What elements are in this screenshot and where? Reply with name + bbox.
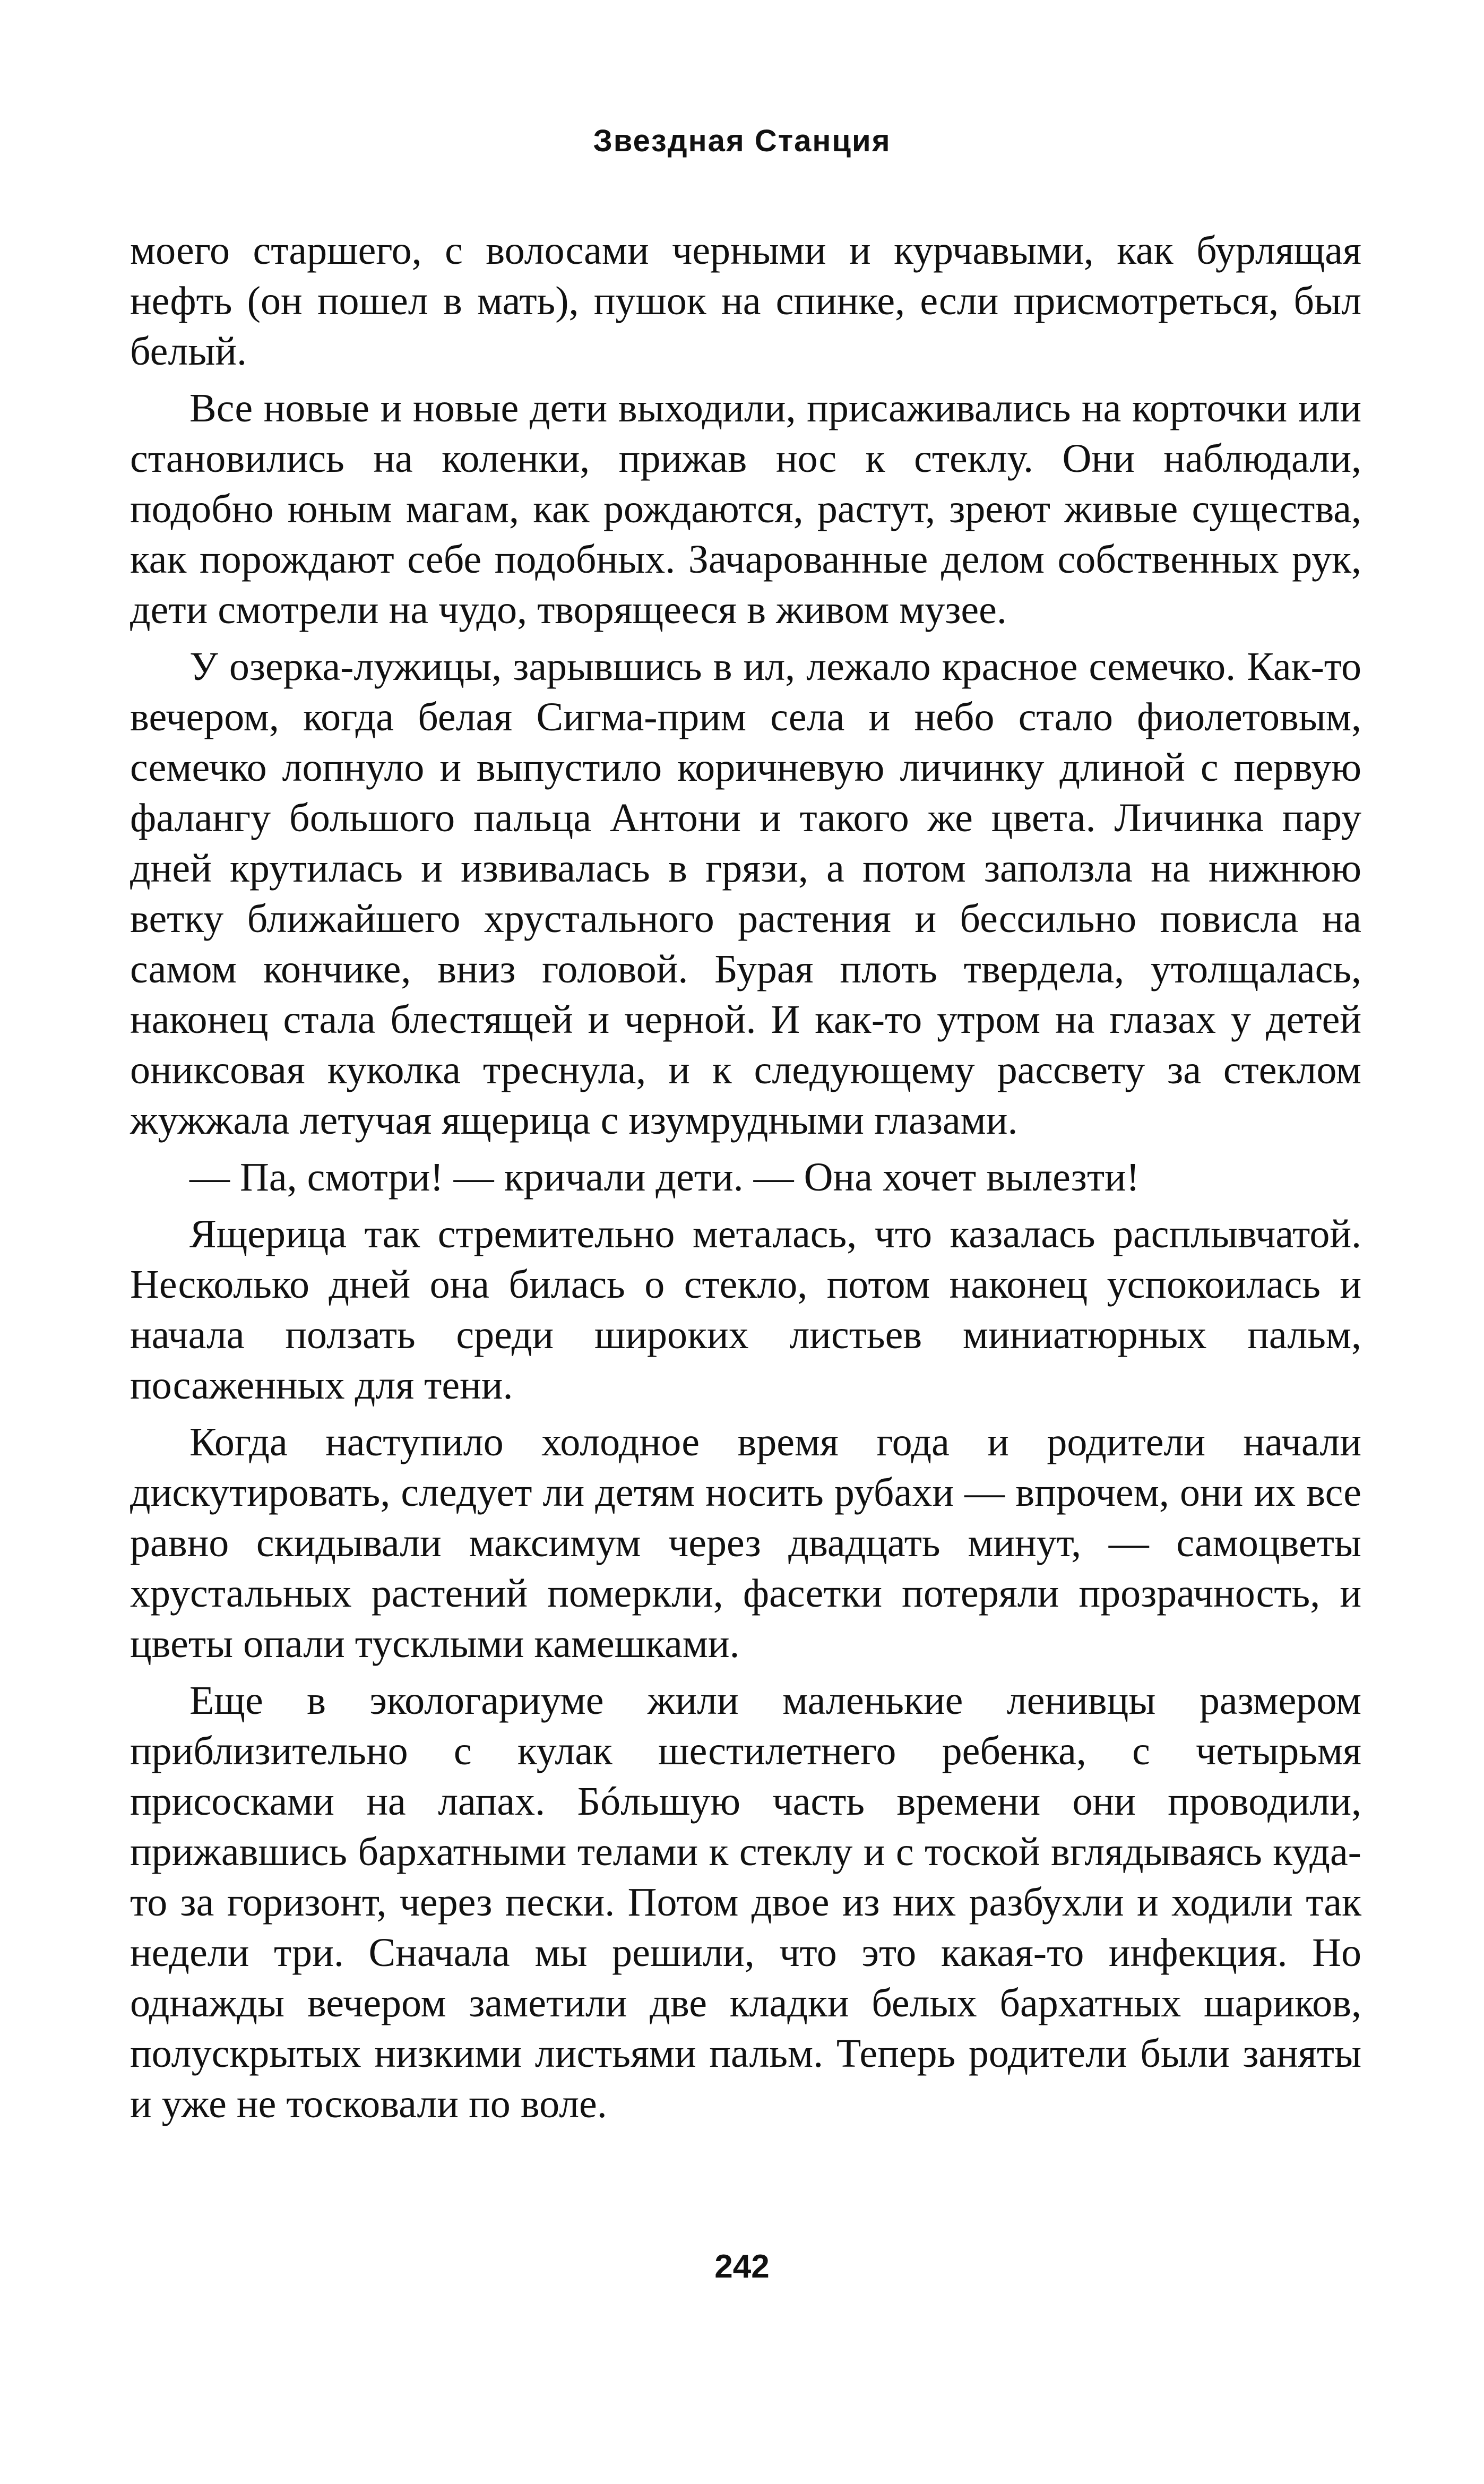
paragraph-3: У озерка-лужицы, зарывшись в ил, лежало красное семечко. Как-то вечером, когда белая Сигма-прим села и небо стало фиолетовым, семечко лопнуло и выпустило коричневую личинку длиной с первую фалангу большого пальца Антони и такого же цвета. Личинка пару дней крутилась и извивалась в грязи, а потом заползла на нижнюю ветку ближайшего хрустального растения и бессильно повисла на самом кончике, вниз головой. Бурая плоть твердела, утолщалась, наконец стала блестящей и черной. И как-то утром на глазах у детей ониксовая куколка треснула, и к следующему рассвету за стеклом жужжала летучая ящерица с изумрудными глазами. [130, 644, 1361, 1143]
running-header: Звездная Станция [593, 124, 891, 158]
paragraph-6: Когда наступило холодное время года и родители начали дискутировать, следует ли детям носить рубахи — впрочем, они их все равно скидывали максимум через двадцать минут, — самоцветы хрустальных растений померкли, фасетки потеряли прозрачность, и цветы опали тусклыми камешками. [130, 1420, 1361, 1666]
paragraph-7: Еще в экологариуме жили маленькие ленивцы размером приблизительно с кулак шестилетнего ребенка, с четырьмя присосками на лапах. Бóльшую часть времени они проводили, прижавшись бархатными телами к стеклу и с тоской вглядываясь куда-то за горизонт, через пески. Потом двое из них разбухли и ходили так недели три. Сначала мы решили, что это какая-то инфекция. Но однажды вечером заметили две кладки белых бархатных шариков, полускрытых низкими листьями пальм. Теперь родители были заняты и уже не тосковали по воле. [130, 1678, 1361, 2126]
paragraph-1: моего старшего, с волосами черными и курчавыми, как бурлящая нефть (он пошел в мать), пушок на спинке, если присмотреться, был белый. [130, 228, 1361, 374]
paragraph-2: Все новые и новые дети выходили, присаживались на корточки или становились на коленки, прижав нос к стеклу. Они наблюдали, подобно юным магам, как рождаются, растут, зреют живые существа, как порождают себе подобных. Зачарованные делом собственных рук, дети смотрели на чудо, творящееся в живом музее. [130, 386, 1361, 632]
page-number: 242 [714, 2248, 770, 2285]
page-body [130, 226, 1361, 2129]
paragraph-4: — Па, смотри! — кричали дети. — Она хочет вылезти! [189, 1155, 1140, 1200]
paragraph-5: Ящерица так стремительно металась, что казалась расплывчатой. Несколько дней она билась о стекло, потом наконец успокоилась и начала ползать среди широких листьев миниатюрных пальм, посаженных для тени. [130, 1212, 1361, 1408]
